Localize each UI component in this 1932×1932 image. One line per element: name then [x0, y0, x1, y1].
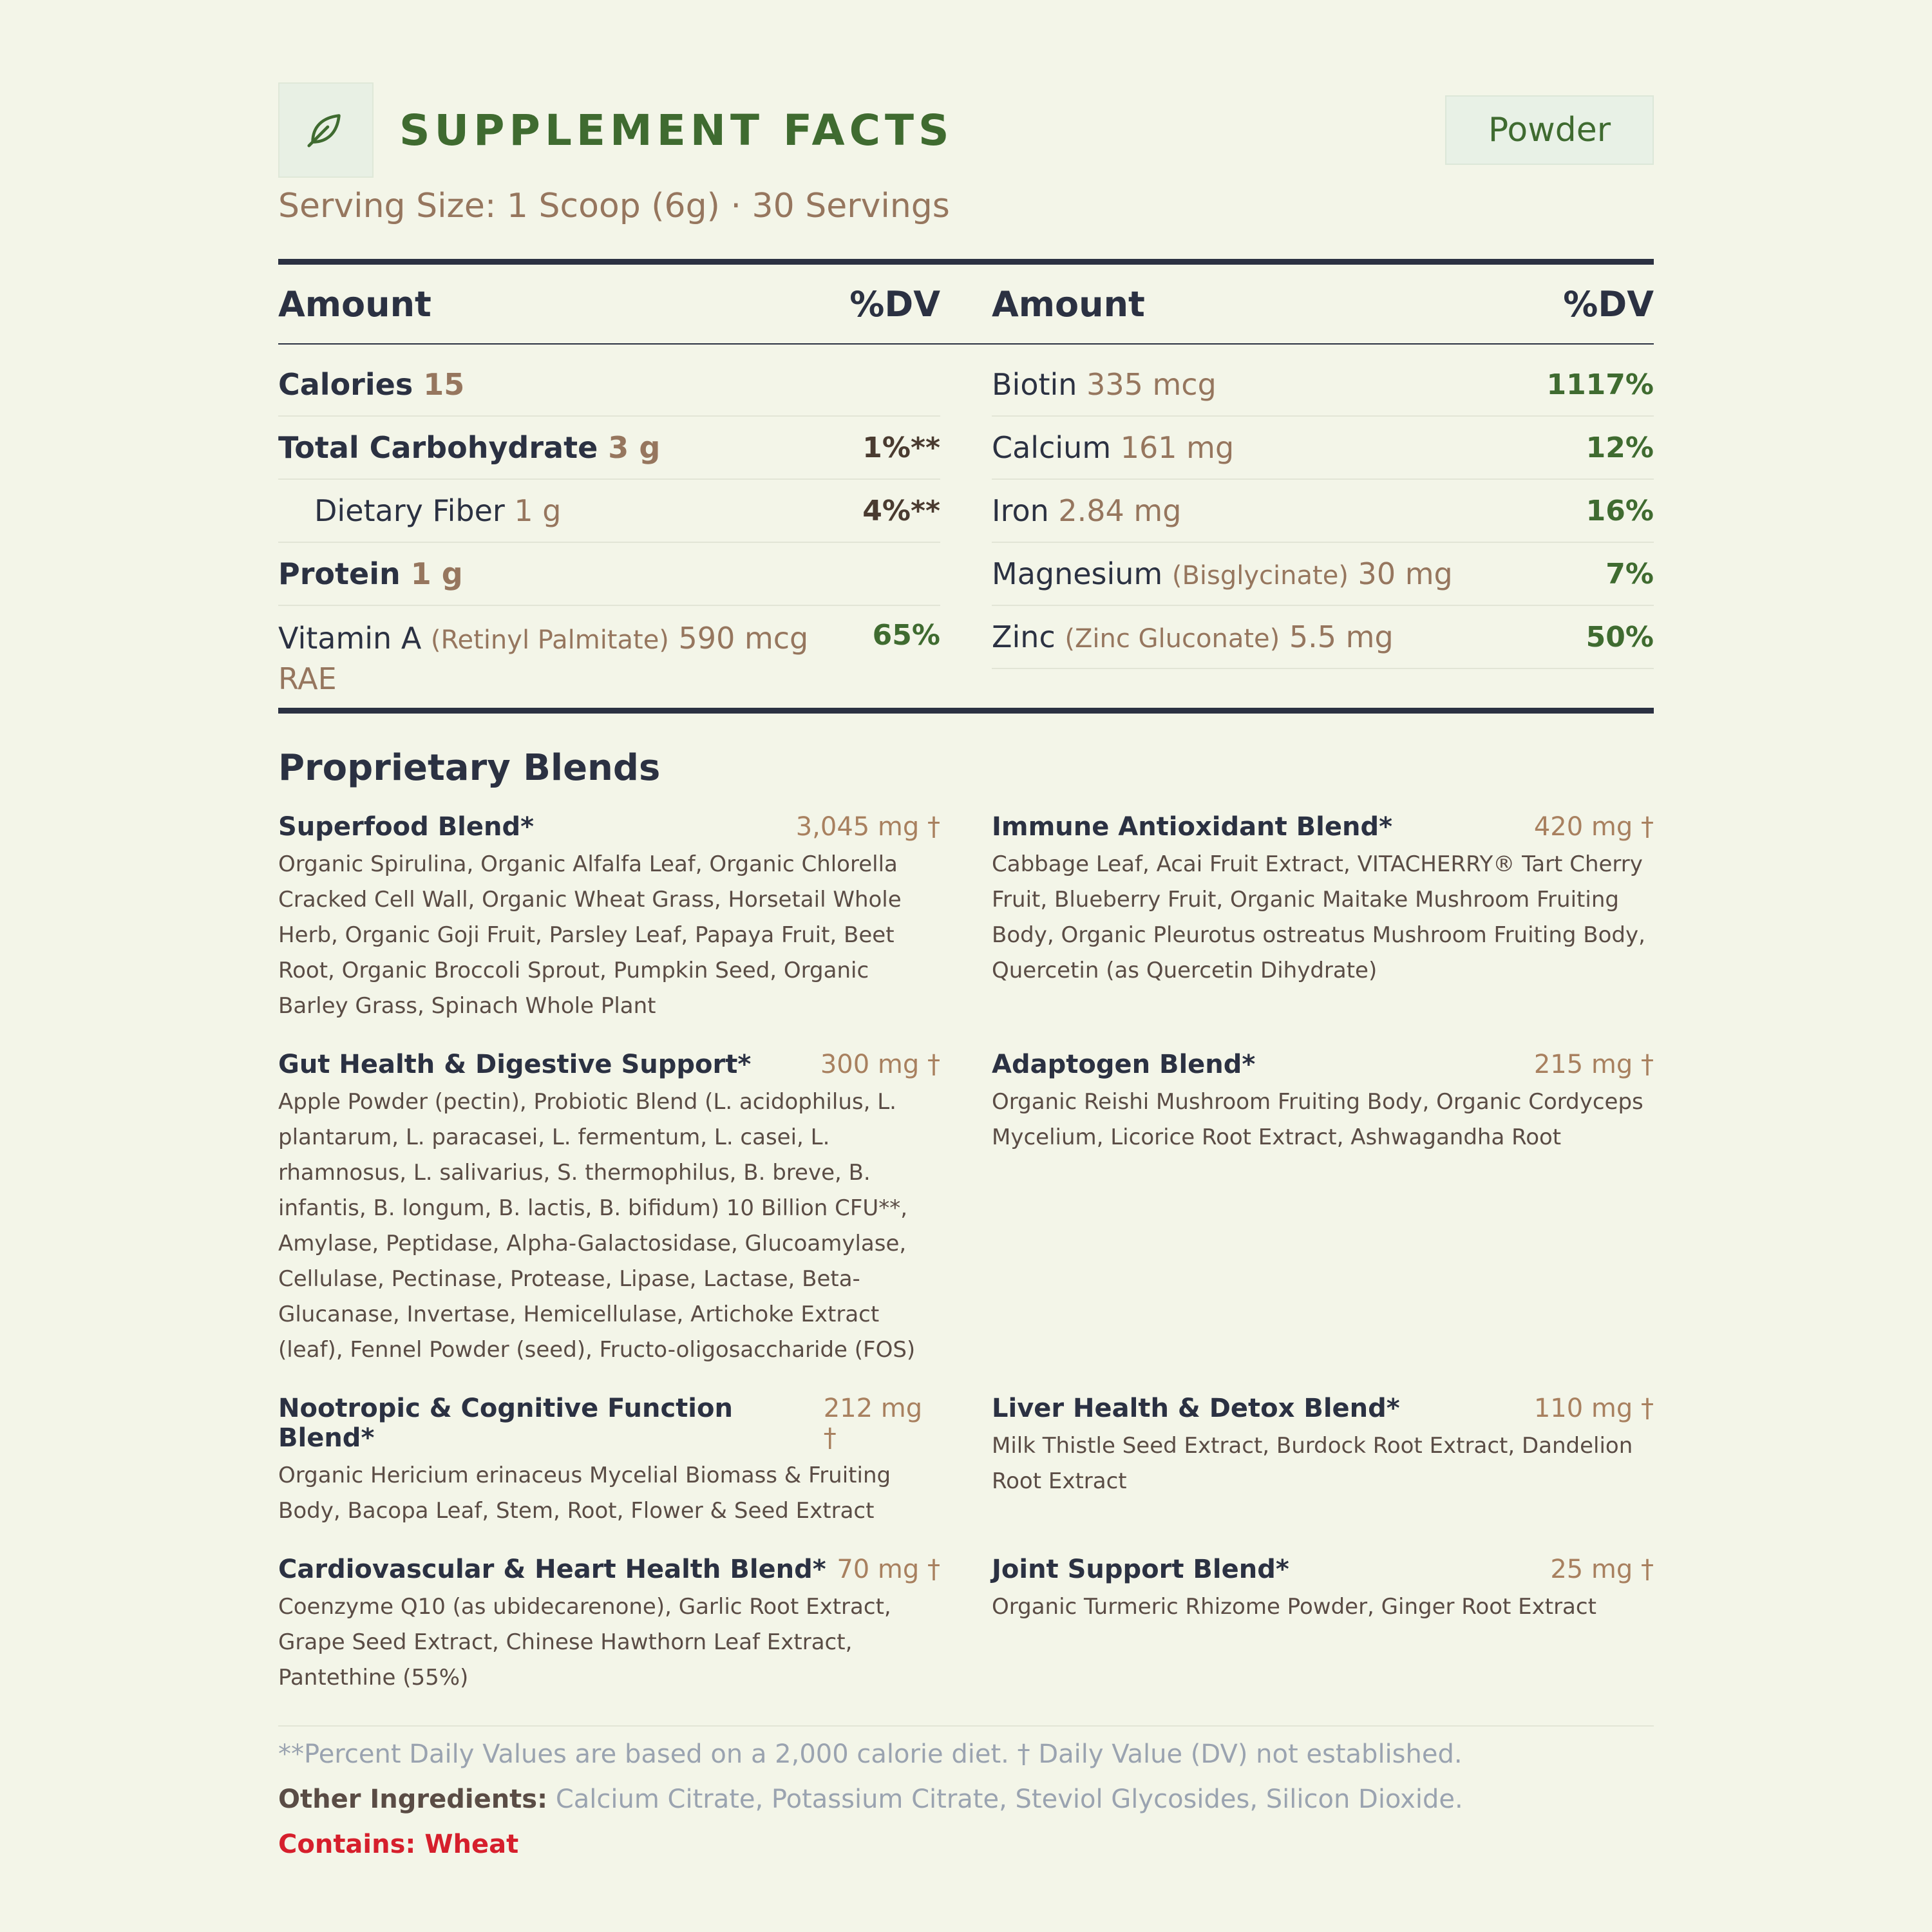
nutrient-dv: 7%	[1605, 557, 1654, 591]
blend-item	[992, 1394, 1654, 1529]
blend-row	[278, 812, 1654, 1024]
blend-ingredients: Organic Turmeric Rhizome Powder, Ginger Root Extract	[992, 1594, 1596, 1620]
nutrient-name: Protein	[278, 556, 401, 591]
allergen-statement: Contains: Wheat	[278, 1830, 519, 1859]
nutrient-row	[278, 606, 940, 698]
blend-ingredients: Organic Spirulina, Organic Alfalfa Leaf, Organic Chlorella Cracked Cell Wall, Organic Wheat Grass, Horsetail Whole Herb, Organic Goji Fruit, Parsley Leaf, Papaya Fruit, Beet Root, Organic Broccoli Sprout, Pumpkin Seed, Organic Barley Grass, Spinach Whole Plant	[278, 851, 902, 1019]
nutrient-name: Iron	[992, 493, 1049, 528]
page-title: SUPPLEMENT FACTS	[399, 106, 954, 155]
nutrient-form: (Retinyl Palmitate)	[430, 625, 669, 655]
nutrient-amount: 2.84 mg	[1058, 493, 1182, 528]
amount-header: Amount	[992, 283, 1145, 325]
nutrient-dv: 50%	[1586, 620, 1654, 654]
other-ingredients	[278, 1785, 1654, 1814]
nutrient-dv: 12%	[1586, 431, 1654, 464]
nutrient-amount: 161 mg	[1120, 430, 1235, 465]
nutrient-dv: 1%**	[862, 431, 940, 464]
divider-thick	[278, 259, 1654, 265]
nutrient-amount: 335 mcg	[1086, 367, 1217, 402]
blend-item	[278, 812, 940, 1024]
blend-amount: 25 mg †	[1550, 1555, 1654, 1584]
nutrient-amount: 3 g	[608, 430, 661, 465]
blend-amount: 215 mg †	[1533, 1050, 1654, 1079]
nutrient-row	[992, 417, 1654, 480]
leaf-icon	[303, 106, 348, 154]
divider-thick	[278, 708, 1654, 714]
nutrient-amount: 1 g	[410, 556, 463, 591]
nutrient-list-left	[278, 345, 940, 708]
blend-name: Nootropic & Cognitive Function Blend*	[278, 1394, 733, 1453]
blend-amount: 300 mg †	[820, 1050, 940, 1079]
blend-name: Cardiovascular & Heart Health Blend*	[278, 1555, 826, 1584]
blend-amount: 3,045 mg †	[795, 812, 940, 842]
blend-amount: 110 mg †	[1533, 1394, 1654, 1423]
blend-name: Adaptogen Blend*	[992, 1050, 1256, 1079]
serving-size: Serving Size: 1 Scoop (6g) · 30 Servings	[278, 187, 950, 225]
blend-name: Superfood Blend*	[278, 812, 535, 842]
nutrient-name: Calcium	[992, 430, 1112, 465]
logo-badge	[278, 82, 374, 178]
nutrient-list-right	[992, 345, 1654, 708]
blend-ingredients: Cabbage Leaf, Acai Fruit Extract, VITACHERRY® Tart Cherry Fruit, Blueberry Fruit, Organic Maitake Mushroom Fruiting Body, Organic Pleurotus ostreatus Mushroom Fruiting Body, Quercetin (as Quercetin Dihydrate)	[992, 851, 1645, 983]
blend-item	[992, 812, 1654, 1024]
nutrient-name: Magnesium	[992, 556, 1163, 591]
nutrient-name: Vitamin A	[278, 621, 422, 656]
nutrient-name: Dietary Fiber	[314, 493, 505, 528]
nutrient-row	[992, 543, 1654, 606]
blend-amount: 420 mg †	[1533, 812, 1654, 842]
blend-item	[278, 1555, 940, 1696]
blend-name: Liver Health & Detox Blend*	[992, 1394, 1400, 1423]
header	[278, 82, 1654, 179]
amount-header: Amount	[278, 283, 431, 325]
nutrient-dv: 4%**	[862, 494, 940, 527]
nutrient-dv: 65%	[872, 619, 940, 652]
dv-header: %DV	[849, 283, 940, 325]
blend-row	[278, 1394, 1654, 1529]
nutrient-table	[278, 345, 1654, 708]
blend-item	[992, 1555, 1654, 1696]
blend-ingredients: Organic Hericium erinaceus Mycelial Biomass & Fruiting Body, Bacopa Leaf, Stem, Root, Flower & Seed Extract	[278, 1463, 891, 1524]
dv-header: %DV	[1563, 283, 1654, 325]
blend-amount: 212 mg †	[823, 1394, 923, 1453]
blend-row	[278, 1555, 1654, 1696]
nutrient-row	[992, 480, 1654, 543]
footer	[278, 1725, 1654, 1859]
nutrient-row	[278, 543, 940, 606]
blend-item	[278, 1050, 940, 1368]
blend-amount: 70 mg †	[837, 1555, 940, 1584]
blend-name: Joint Support Blend*	[992, 1555, 1289, 1584]
blend-name: Gut Health & Digestive Support*	[278, 1050, 752, 1079]
blends-title: Proprietary Blends	[278, 747, 661, 789]
nutrient-name: Total Carbohydrate	[278, 430, 598, 465]
form-badge: Powder	[1445, 95, 1654, 165]
nutrient-dv: 16%	[1586, 494, 1654, 527]
nutrient-amount: 5.5 mg	[1289, 620, 1394, 654]
blend-ingredients: Apple Powder (pectin), Probiotic Blend (L. acidophilus, L. plantarum, L. paracasei, L. fermentum, L. casei, L. rhamnosus, L. salivarius, S. thermophilus, B. breve, B. infantis, B. longum, B. lactis, B. bifidum) 10 Billion CFU**, Amylase, Peptidase, Alpha-Galactosidase, Glucoamylase, Cellulase, Pectinase, Protease, Lipase, Lactase, Beta-Glucanase, Invertase, Hemicellulase, Artichoke Extract (leaf), Fennel Powder (seed), Fructo-oligosaccharide (FOS)	[278, 1089, 916, 1363]
blend-ingredients: Coenzyme Q10 (as ubidecarenone), Garlic Root Extract, Grape Seed Extract, Chinese Hawthorn Leaf Extract, Pantethine (55%)	[278, 1594, 891, 1690]
nutrient-name: Zinc	[992, 620, 1056, 654]
nutrient-row	[992, 354, 1654, 417]
blend-ingredients: Organic Reishi Mushroom Fruiting Body, Organic Cordyceps Mycelium, Licorice Root Extract, Ashwagandha Root	[992, 1089, 1643, 1150]
nutrient-row	[278, 480, 940, 543]
nutrient-amount: 30 mg	[1358, 556, 1453, 591]
nutrient-form: (Zinc Gluconate)	[1065, 624, 1280, 654]
column-headers	[278, 265, 1654, 343]
nutrient-amount: 590 mcg RAE	[278, 621, 809, 696]
supplement-facts-panel	[278, 82, 1654, 1859]
blend-item	[278, 1394, 940, 1529]
other-ingredients-label: Other Ingredients:	[278, 1785, 548, 1814]
nutrient-form: (Bisglycinate)	[1171, 561, 1349, 591]
other-ingredients-value: Calcium Citrate, Potassium Citrate, Steviol Glycosides, Silicon Dioxide.	[555, 1785, 1463, 1814]
blend-ingredients: Milk Thistle Seed Extract, Burdock Root Extract, Dandelion Root Extract	[992, 1433, 1633, 1494]
dv-footnote: **Percent Daily Values are based on a 2,000 calorie diet. † Daily Value (DV) not established.	[278, 1739, 1463, 1769]
nutrient-row	[278, 417, 940, 480]
nutrient-row	[278, 354, 940, 417]
blend-row	[278, 1050, 1654, 1368]
nutrient-name: Biotin	[992, 367, 1077, 402]
nutrient-row	[992, 606, 1654, 669]
nutrient-name: Calories	[278, 367, 413, 402]
nutrient-dv: 1117%	[1546, 368, 1654, 401]
blend-name: Immune Antioxidant Blend*	[992, 812, 1393, 842]
nutrient-amount: 15	[423, 367, 465, 402]
blend-item	[992, 1050, 1654, 1368]
nutrient-amount: 1 g	[514, 493, 562, 528]
